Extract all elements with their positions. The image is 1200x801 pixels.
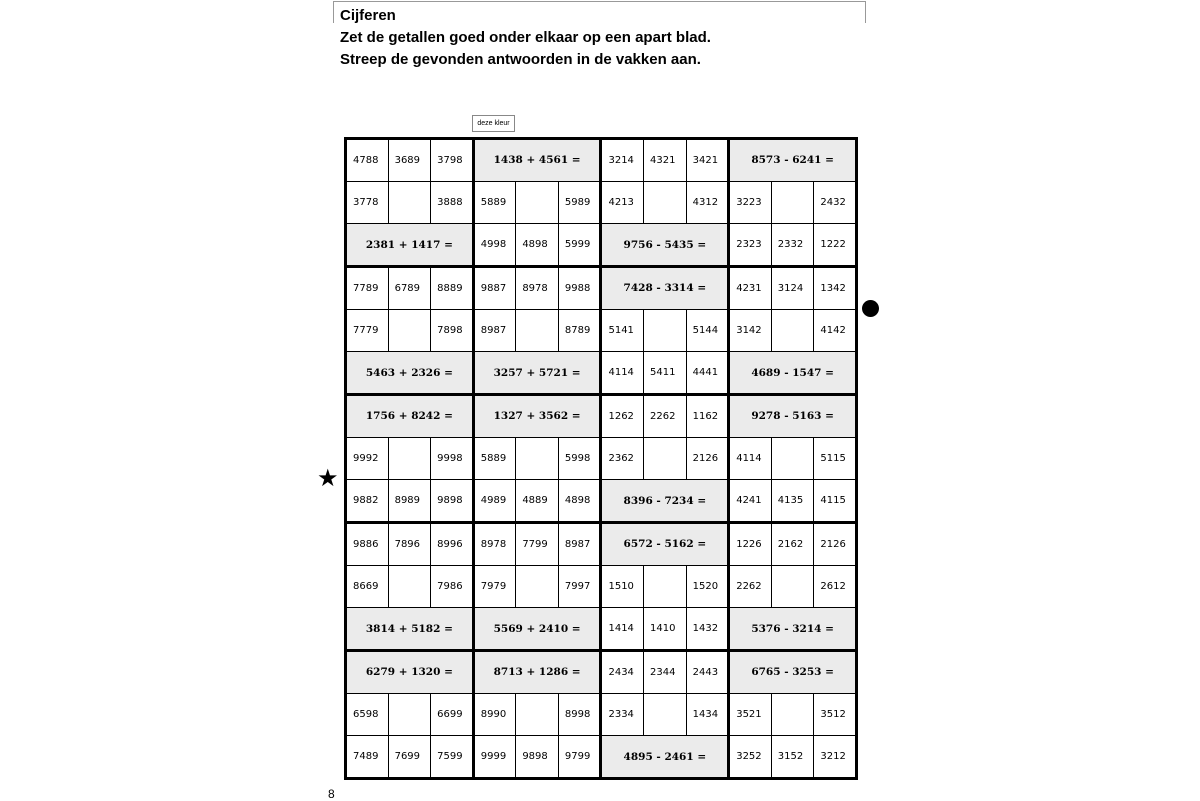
empty-cell[interactable] <box>644 437 687 480</box>
answer-cell[interactable]: 4213 <box>601 181 644 224</box>
exercise-cell: 3257 + 5721 = <box>473 352 601 395</box>
empty-cell[interactable] <box>516 181 559 224</box>
answer-cell[interactable]: 6598 <box>346 693 389 736</box>
exercise-cell: 9756 - 5435 = <box>601 224 729 267</box>
answer-cell[interactable]: 7896 <box>388 522 431 565</box>
answer-cell[interactable]: 8978 <box>473 522 516 565</box>
answer-cell[interactable]: 5889 <box>473 181 516 224</box>
answer-cell[interactable]: 8998 <box>558 693 601 736</box>
page-number: 8 <box>328 787 335 801</box>
answer-cell[interactable]: 3214 <box>601 139 644 182</box>
answer-cell[interactable]: 3798 <box>431 139 474 182</box>
circle-marker-icon <box>862 300 879 317</box>
answer-cell[interactable]: 3152 <box>771 736 814 779</box>
answer-cell[interactable]: 5115 <box>814 437 857 480</box>
answer-cell[interactable]: 4788 <box>346 139 389 182</box>
answer-cell[interactable]: 7799 <box>516 522 559 565</box>
answer-cell[interactable]: 1226 <box>729 522 772 565</box>
answer-cell[interactable]: 7986 <box>431 565 474 608</box>
grid-row <box>346 650 857 693</box>
answer-cell[interactable]: 2432 <box>814 181 857 224</box>
answer-cell[interactable]: 2434 <box>601 650 644 693</box>
answer-cell[interactable]: 3223 <box>729 181 772 224</box>
answer-cell[interactable]: 1342 <box>814 266 857 309</box>
answer-cell[interactable]: 2334 <box>601 693 644 736</box>
answer-cell[interactable]: 4989 <box>473 480 516 523</box>
exercise-cell: 7428 - 3314 = <box>601 266 729 309</box>
answer-cell[interactable]: 3888 <box>431 181 474 224</box>
exercise-cell: 1327 + 3562 = <box>473 394 601 437</box>
answer-cell[interactable]: 8990 <box>473 693 516 736</box>
answer-cell[interactable]: 8996 <box>431 522 474 565</box>
answer-cell[interactable]: 4898 <box>516 224 559 267</box>
star-marker-icon: ★ <box>317 464 339 492</box>
answer-cell[interactable]: 8978 <box>516 266 559 309</box>
empty-cell[interactable] <box>771 565 814 608</box>
answer-cell[interactable]: 2262 <box>729 565 772 608</box>
answer-cell[interactable]: 4114 <box>601 352 644 395</box>
answer-cell[interactable]: 2262 <box>644 394 687 437</box>
answer-cell[interactable]: 4998 <box>473 224 516 267</box>
grid-row <box>346 394 857 437</box>
empty-cell[interactable] <box>644 693 687 736</box>
empty-cell[interactable] <box>644 565 687 608</box>
answer-cell[interactable]: 5989 <box>558 181 601 224</box>
answer-cell[interactable]: 2162 <box>771 522 814 565</box>
grid-row <box>346 437 857 480</box>
empty-cell[interactable] <box>771 309 814 352</box>
answer-cell[interactable]: 3512 <box>814 693 857 736</box>
answer-cell[interactable]: 4321 <box>644 139 687 182</box>
answer-cell[interactable]: 9998 <box>431 437 474 480</box>
answer-cell[interactable]: 8669 <box>346 565 389 608</box>
answer-cell[interactable]: 9988 <box>558 266 601 309</box>
answer-cell[interactable]: 9799 <box>558 736 601 779</box>
answer-cell[interactable]: 4142 <box>814 309 857 352</box>
exercise-cell: 9278 - 5163 = <box>729 394 857 437</box>
answer-cell[interactable]: 6699 <box>431 693 474 736</box>
empty-cell[interactable] <box>388 565 431 608</box>
instruction-line-1: Zet de getallen goed onder elkaar op een apart blad. <box>340 29 711 46</box>
exercise-cell: 5569 + 2410 = <box>473 608 601 651</box>
grid-row <box>346 608 857 651</box>
grid-row <box>346 693 857 736</box>
answer-cell[interactable]: 8789 <box>558 309 601 352</box>
answer-cell[interactable]: 7779 <box>346 309 389 352</box>
empty-cell[interactable] <box>771 693 814 736</box>
instruction-line-2: Streep de gevonden antwoorden in de vakken aan. <box>340 51 701 68</box>
empty-cell[interactable] <box>644 309 687 352</box>
answer-cell[interactable]: 1162 <box>686 394 729 437</box>
empty-cell[interactable] <box>388 693 431 736</box>
answer-cell[interactable]: 1222 <box>814 224 857 267</box>
empty-cell[interactable] <box>516 693 559 736</box>
answer-cell[interactable]: 3252 <box>729 736 772 779</box>
answer-cell[interactable]: 3689 <box>388 139 431 182</box>
answer-cell[interactable]: 1434 <box>686 693 729 736</box>
grid-row <box>346 736 857 779</box>
grid-row <box>346 181 857 224</box>
answer-cell[interactable]: 9999 <box>473 736 516 779</box>
answer-cell[interactable]: 8989 <box>388 480 431 523</box>
answer-cell[interactable]: 9898 <box>431 480 474 523</box>
answer-cell[interactable]: 5144 <box>686 309 729 352</box>
answer-cell[interactable]: 1520 <box>686 565 729 608</box>
exercise-cell: 1438 + 4561 = <box>473 139 601 182</box>
answer-cell[interactable]: 3212 <box>814 736 857 779</box>
answer-cell[interactable]: 5998 <box>558 437 601 480</box>
answer-cell[interactable]: 3142 <box>729 309 772 352</box>
grid-row <box>346 309 857 352</box>
empty-cell[interactable] <box>644 181 687 224</box>
empty-cell[interactable] <box>771 437 814 480</box>
answer-cell[interactable]: 3124 <box>771 266 814 309</box>
answer-cell[interactable]: 2126 <box>814 522 857 565</box>
answer-cell[interactable]: 7789 <box>346 266 389 309</box>
answer-cell[interactable]: 4441 <box>686 352 729 395</box>
answer-cell[interactable]: 5411 <box>644 352 687 395</box>
answer-cell[interactable]: 2126 <box>686 437 729 480</box>
exercise-cell: 2381 + 1417 = <box>346 224 474 267</box>
answer-cell[interactable]: 7979 <box>473 565 516 608</box>
empty-cell[interactable] <box>771 181 814 224</box>
answer-cell[interactable]: 4114 <box>729 437 772 480</box>
grid-row <box>346 480 857 523</box>
answer-cell[interactable]: 4898 <box>558 480 601 523</box>
exercise-cell: 5463 + 2326 = <box>346 352 474 395</box>
exercise-cell: 1756 + 8242 = <box>346 394 474 437</box>
grid-row <box>346 224 857 267</box>
color-label-box: deze kleur <box>472 115 515 132</box>
grid-row <box>346 352 857 395</box>
answer-cell[interactable]: 7898 <box>431 309 474 352</box>
answer-cell[interactable]: 8889 <box>431 266 474 309</box>
answer-cell[interactable]: 5889 <box>473 437 516 480</box>
answer-cell[interactable]: 2443 <box>686 650 729 693</box>
answer-cell[interactable]: 7599 <box>431 736 474 779</box>
answer-cell[interactable]: 1432 <box>686 608 729 651</box>
answer-cell[interactable]: 1414 <box>601 608 644 651</box>
empty-cell[interactable] <box>516 309 559 352</box>
answer-cell[interactable]: 6789 <box>388 266 431 309</box>
answer-cell[interactable]: 9898 <box>516 736 559 779</box>
answer-cell[interactable]: 4135 <box>771 480 814 523</box>
exercise-cell: 6572 - 5162 = <box>601 522 729 565</box>
answer-cell[interactable]: 9882 <box>346 480 389 523</box>
empty-cell[interactable] <box>388 309 431 352</box>
page-title: Cijferen <box>340 7 396 24</box>
empty-cell[interactable] <box>516 437 559 480</box>
answer-cell[interactable]: 7997 <box>558 565 601 608</box>
exercise-cell: 4689 - 1547 = <box>729 352 857 395</box>
exercise-cell: 8713 + 1286 = <box>473 650 601 693</box>
exercise-cell: 6765 - 3253 = <box>729 650 857 693</box>
answer-cell[interactable]: 1262 <box>601 394 644 437</box>
grid-row <box>346 139 857 182</box>
grid-row <box>346 522 857 565</box>
exercise-cell: 6279 + 1320 = <box>346 650 474 693</box>
answer-cell[interactable]: 8987 <box>473 309 516 352</box>
answer-cell[interactable]: 4889 <box>516 480 559 523</box>
answer-cell[interactable]: 9992 <box>346 437 389 480</box>
answer-cell[interactable]: 2612 <box>814 565 857 608</box>
answer-cell[interactable]: 1510 <box>601 565 644 608</box>
answer-cell[interactable]: 9886 <box>346 522 389 565</box>
answer-cell[interactable]: 5141 <box>601 309 644 352</box>
title-box <box>333 1 866 23</box>
exercise-cell: 8573 - 6241 = <box>729 139 857 182</box>
answer-cell[interactable]: 4231 <box>729 266 772 309</box>
answer-cell[interactable]: 3421 <box>686 139 729 182</box>
answer-cell[interactable]: 7699 <box>388 736 431 779</box>
grid-row <box>346 565 857 608</box>
answer-cell[interactable]: 4115 <box>814 480 857 523</box>
answer-cell[interactable]: 1410 <box>644 608 687 651</box>
answer-cell[interactable]: 3521 <box>729 693 772 736</box>
empty-cell[interactable] <box>516 565 559 608</box>
exercise-cell: 8396 - 7234 = <box>601 480 729 523</box>
answer-cell[interactable]: 2332 <box>771 224 814 267</box>
answer-cell[interactable]: 3778 <box>346 181 389 224</box>
puzzle-grid <box>344 137 858 780</box>
empty-cell[interactable] <box>388 437 431 480</box>
exercise-cell: 5376 - 3214 = <box>729 608 857 651</box>
exercise-cell: 4895 - 2461 = <box>601 736 729 779</box>
answer-cell[interactable]: 2362 <box>601 437 644 480</box>
answer-cell[interactable]: 4241 <box>729 480 772 523</box>
exercise-cell: 3814 + 5182 = <box>346 608 474 651</box>
answer-cell[interactable]: 7489 <box>346 736 389 779</box>
answer-cell[interactable]: 5999 <box>558 224 601 267</box>
answer-cell[interactable]: 8987 <box>558 522 601 565</box>
answer-cell[interactable]: 9887 <box>473 266 516 309</box>
answer-cell[interactable]: 4312 <box>686 181 729 224</box>
empty-cell[interactable] <box>388 181 431 224</box>
answer-cell[interactable]: 2344 <box>644 650 687 693</box>
answer-cell[interactable]: 2323 <box>729 224 772 267</box>
grid-row <box>346 266 857 309</box>
